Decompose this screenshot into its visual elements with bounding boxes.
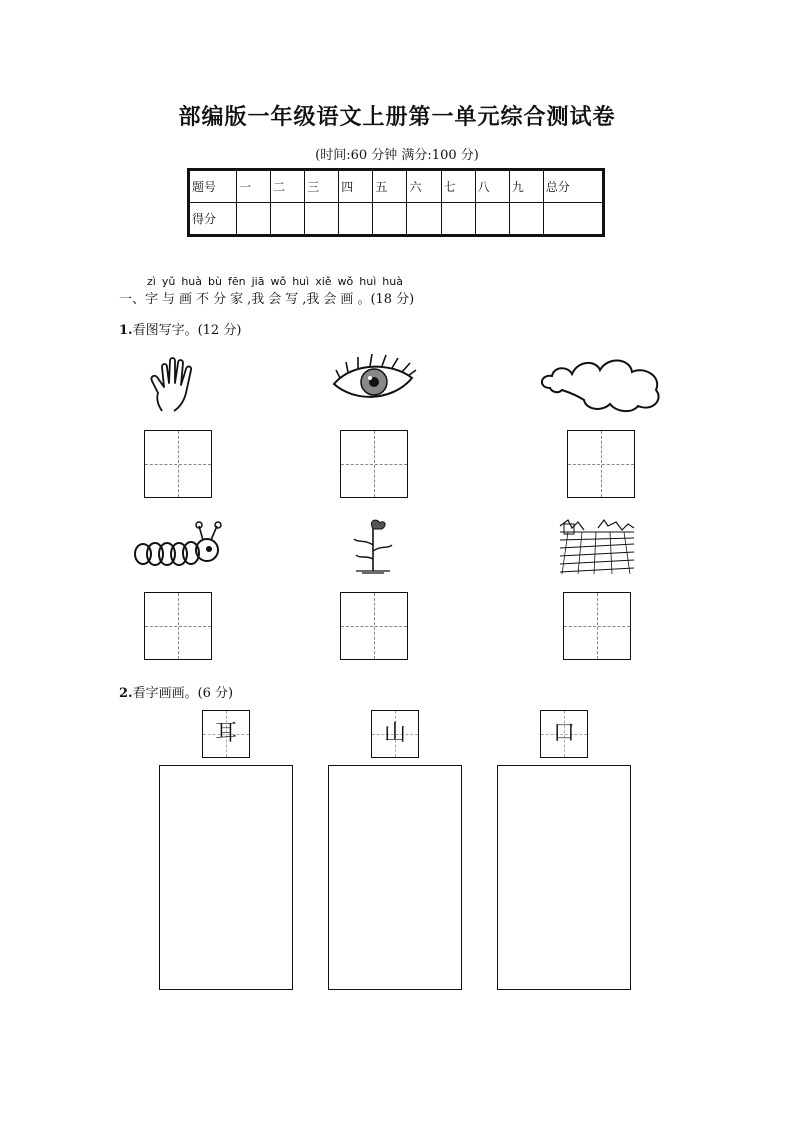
heading-word: ,我 (302, 292, 320, 307)
heading-word: 分 (213, 292, 227, 307)
writing-grid[interactable] (340, 592, 408, 660)
drawing-box[interactable] (497, 765, 631, 990)
header-cell: 题号 (189, 170, 237, 203)
heading-word: 会 (323, 292, 337, 307)
character-box (202, 710, 250, 758)
pinyin-syllable: huà (181, 275, 203, 288)
heading-word: 。(18 分) (357, 292, 415, 307)
section1-pinyin (147, 275, 409, 288)
pinyin-syllable: fēn (227, 275, 246, 288)
score-table (187, 168, 605, 237)
character-box (371, 710, 419, 758)
eye-icon (330, 350, 416, 408)
pinyin-syllable: bù (208, 275, 222, 288)
hand-icon (148, 355, 208, 413)
writing-grid[interactable] (144, 592, 212, 660)
seedling-icon (350, 515, 396, 575)
writing-grid[interactable] (144, 430, 212, 498)
pinyin-syllable: jiā (251, 275, 265, 288)
heading-word: 会 (268, 292, 282, 307)
cloud-icon (538, 354, 664, 412)
heading-word: 家 (230, 292, 244, 307)
question-number: 1. (119, 323, 133, 338)
character: 耳 (214, 721, 237, 746)
pinyin-syllable: huà (382, 275, 403, 288)
question-number: 2. (119, 686, 133, 701)
heading-word: 写 (285, 292, 299, 307)
pinyin-syllable: huì (292, 275, 310, 288)
score-cell[interactable] (509, 203, 543, 236)
pinyin-syllable: huì (359, 275, 377, 288)
heading-word: 不 (196, 292, 210, 307)
pinyin-syllable: zì (147, 275, 156, 288)
score-cell[interactable] (305, 203, 339, 236)
header-cell: 九 (509, 170, 543, 203)
pinyin-syllable: wǒ (270, 275, 287, 288)
question-text: 看图写字。(12 分) (132, 323, 242, 338)
header-cell: 四 (339, 170, 373, 203)
character-box (540, 710, 588, 758)
caterpillar-icon (133, 520, 225, 572)
field-icon (558, 518, 636, 576)
header-cell: 八 (475, 170, 509, 203)
header-cell: 一 (237, 170, 271, 203)
page-title: 部编版一年级语文上册第一单元综合测试卷 (178, 104, 616, 130)
writing-grid[interactable] (563, 592, 631, 660)
pinyin-syllable: yǔ (161, 275, 176, 288)
score-cell[interactable] (373, 203, 407, 236)
writing-grid[interactable] (340, 430, 408, 498)
drawing-box[interactable] (159, 765, 293, 990)
header-cell: 总分 (543, 170, 603, 203)
score-cell[interactable] (237, 203, 271, 236)
score-cell[interactable] (339, 203, 373, 236)
section1-heading (119, 288, 418, 307)
header-cell: 七 (441, 170, 475, 203)
heading-word: 画 (340, 292, 354, 307)
character: 口 (552, 721, 575, 746)
question-text: 看字画画。(6 分) (132, 686, 234, 701)
score-cell[interactable] (543, 203, 603, 236)
heading-word: 一、字 (119, 292, 159, 307)
header-cell: 二 (271, 170, 305, 203)
character: 山 (383, 721, 406, 746)
heading-word: 画 (179, 292, 193, 307)
pinyin-syllable: xiě (315, 275, 332, 288)
pinyin-syllable: wǒ (337, 275, 354, 288)
header-cell: 三 (305, 170, 339, 203)
exam-info: (时间:60 分钟 满分:100 分) (315, 148, 479, 163)
score-cell[interactable] (271, 203, 305, 236)
drawing-box[interactable] (328, 765, 462, 990)
heading-word: ,我 (247, 292, 265, 307)
score-cell[interactable] (407, 203, 441, 236)
heading-word: 与 (162, 292, 176, 307)
header-cell: 五 (373, 170, 407, 203)
question-2 (119, 682, 233, 701)
score-cell[interactable] (475, 203, 509, 236)
score-cell[interactable] (441, 203, 475, 236)
score-table-header-row (189, 170, 604, 203)
row-label: 得分 (189, 203, 237, 236)
question-1 (119, 319, 241, 338)
writing-grid[interactable] (567, 430, 635, 498)
header-cell: 六 (407, 170, 441, 203)
score-table-score-row (189, 203, 604, 236)
